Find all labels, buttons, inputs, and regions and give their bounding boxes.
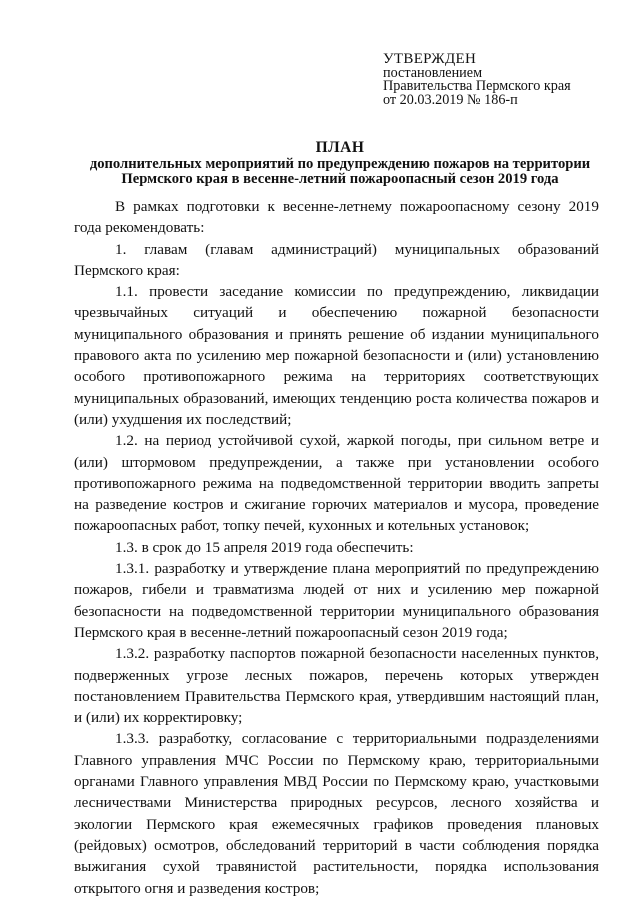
document-subtitle [60,157,620,186]
approval-date-number: от 20.03.2019 № 186-п [383,91,518,108]
approval-stamp [383,53,571,107]
paragraph: 1.3.1. разработку и утверждение плана мероприятий по предупреждению пожаров, гибели и травматизма людей от них и усилению мер пожарной безопасности на подведомственной территории муниципального образования Пермского края в весенне-летний пожароопасный сезон 2019 года; [74,560,599,641]
subtitle-line: Пермского края в весенне-летний пожароопасный сезон 2019 года [121,170,559,187]
paragraph: 1.3.2. разработку паспортов пожарной безопасности населенных пунктов, подверженных угрозе лесных пожаров, перечень которых утвержден постановлением Правительства Пермского края, утвердившим настоящий план, и (или) их корректировку; [74,645,599,727]
paragraph: В рамках подготовки к весенне-летнему пожароопасному сезону 2019 года рекомендовать: [74,198,599,237]
subtitle-line: дополнительных мероприятий по предупреждению пожаров на территории [89,156,591,172]
paragraph: 1.2. на период устойчивой сухой, жаркой погоды, при сильном ветре и (или) штормовом предупреждении, а также при установлении особого противопожарного режима на подведомственной территории вводить запреты на разведение костров и сжигание горючих материалов и мусора, проведение пожароопасных работ, топку печей, кухонных и котельных установок; [74,432,599,535]
approval-line: Правительства Пермского края [383,78,571,95]
paragraph: 1.1. провести заседание комиссии по предупреждению, ликвидации чрезвычайных ситуаций и обеспечению пожарной безопасности муниципального образования и принять решение об издании муниципального правового акта по усилению мер пожарной безопасности и (или) установлению особого противопожарного режима на территориях соответствующих муниципальных образований, имеющих тенденцию роста количества пожаров и (или) ухудшения их последствий; [74,283,599,428]
approval-heading: УТВЕРЖДЕН [383,51,477,67]
document-body [74,196,599,899]
paragraph: 1.3.3. разработку, согласование с территориальными подразделениями Главного управления МЧС России по Пермскому краю, территориальными органами Главного управления МВД России по Пермскому краю, участковыми лесничествами Министерства природных ресурсов, лесного хозяйства и экологии Пермского края ежемесячных графиков проведения плановых (рейдовых) осмотров, обследований территорий в части соблюдения порядка выжигания сухой травянистой растительности, порядка использования открытого огня и разведения костров; [74,730,599,897]
paragraph: 1. главам (главам администраций) муниципальных образований Пермского края: [74,240,599,279]
paragraph: 1.3. в срок до 15 апреля 2019 года обеспечить: [115,538,414,556]
document-title: ПЛАН [315,139,365,156]
approval-line: постановлением [383,64,483,81]
